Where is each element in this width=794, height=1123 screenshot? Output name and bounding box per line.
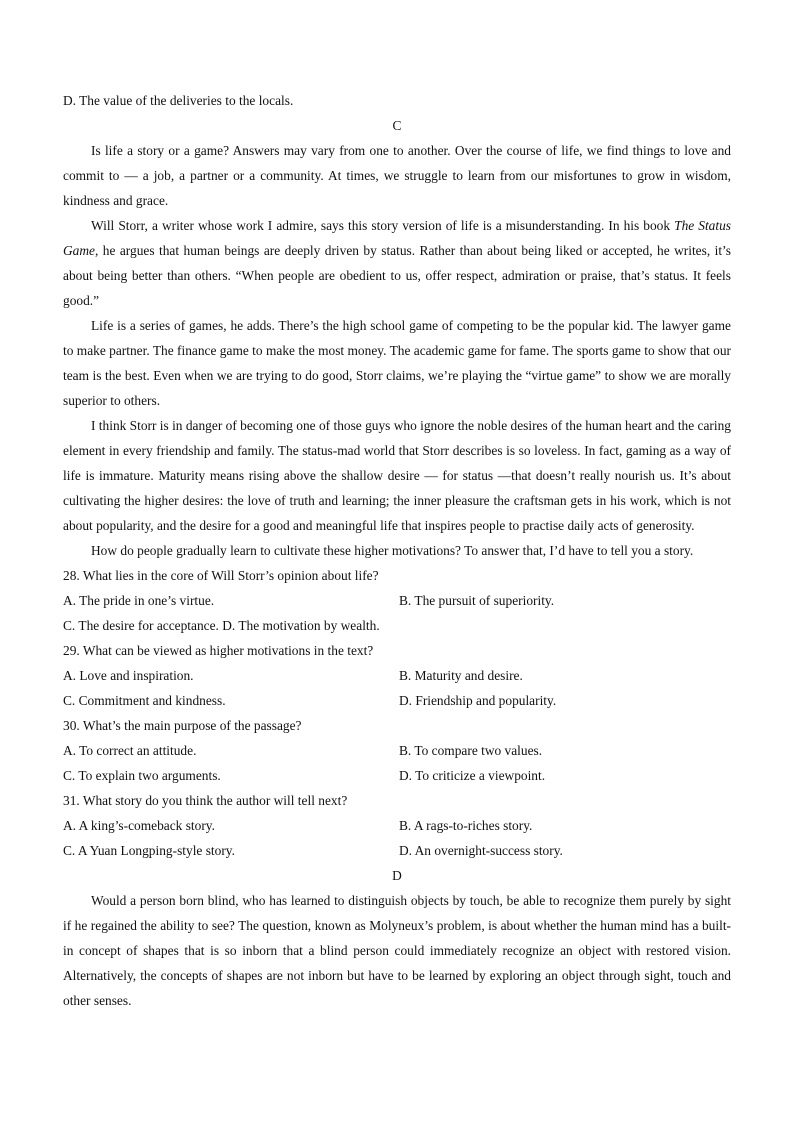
question-28-option-c-d: C. The desire for acceptance. D. The motivation by wealth. (63, 618, 380, 633)
question-31-option-c: C. A Yuan Longping-style story. (63, 843, 235, 858)
question-29-option-a: A. Love and inspiration. (63, 668, 194, 683)
section-d-heading: D (392, 868, 402, 883)
paragraph-2-rest: , he argues that human beings are deeply driven by status. Rather than about being liked or accepted, he writes, it’s about being better than others. “When people are obedient to us, offer respect, admiration or praise, that’s status. It feels good.” (63, 243, 731, 308)
paragraph-2-start: Will Storr, a writer whose work I admire, says this story version of life is a misunderstanding. In his book (91, 218, 675, 233)
question-30-options-row-1 (63, 738, 731, 763)
section-c-paragraph-4: I think Storr is in danger of becoming one of those guys who ignore the noble desires of the human heart and the caring element in every friendship and family. The status-mad world that Storr describes is so loveless. In fact, gaming as a way of life is immature. Maturity means rising above the shallow desire — for status —that doesn’t really nourish us. It’s about cultivating the higher desires: the love of truth and learning; the inner pleasure the craftsman gets in his work, which is not about popularity, and the desire for a good and meaningful life that inspires people to practise daily acts of generosity. (63, 418, 731, 533)
question-30-option-c: C. To explain two arguments. (63, 768, 221, 783)
question-30-options-row-2 (63, 763, 731, 788)
section-d-paragraph-1: Would a person born blind, who has learned to distinguish objects by touch, be able to recognize them purely by sight if he regained the ability to see? The question, known as Molyneux’s problem, is about whether the human mind has a built-in concept of shapes that is so inborn that a blind person could immediately recognize an object with restored vision. Alternatively, the concepts of shapes are not inborn but have to be learned by exploring an object through sight, touch and other senses. (63, 893, 731, 1008)
question-29-options-row-2 (63, 688, 731, 713)
document-page (63, 88, 731, 1013)
section-c-paragraph-2 (63, 213, 731, 313)
question-30-stem: 30. What’s the main purpose of the passage? (63, 718, 302, 733)
question-28-option-b: B. The pursuit of superiority. (399, 593, 555, 608)
question-31-option-a: A. A king’s-comeback story. (63, 818, 215, 833)
question-29-option-d: D. Friendship and popularity. (399, 693, 557, 708)
section-c-heading: C (392, 118, 402, 133)
question-28-options-row-1 (63, 588, 731, 613)
question-28-stem: 28. What lies in the core of Will Storr’s opinion about life? (63, 568, 379, 583)
question-29-stem: 29. What can be viewed as higher motivations in the text? (63, 643, 374, 658)
question-28-options-row-2 (63, 613, 731, 638)
question-31-option-d: D. An overnight-success story. (399, 843, 563, 858)
question-29-options-row-1 (63, 663, 731, 688)
section-c-paragraph-1: Is life a story or a game? Answers may vary from one to another. Over the course of life, we find things to love and commit to — a job, a partner or a community. At times, we struggle to learn from our misfortunes to grow in wisdom, kindness and grace. (63, 143, 731, 208)
question-31-options-row-2 (63, 838, 731, 863)
question-30-option-b: B. To compare two values. (399, 743, 543, 758)
question-28-option-a: A. The pride in one’s virtue. (63, 593, 215, 608)
question-31-options-row-1 (63, 813, 731, 838)
book-title: The Status Game (63, 218, 731, 258)
previous-option-d: D. The value of the deliveries to the locals. (63, 93, 294, 108)
question-31-stem: 31. What story do you think the author will tell next? (63, 793, 348, 808)
question-29-option-b: B. Maturity and desire. (399, 668, 523, 683)
section-c-paragraph-3: Life is a series of games, he adds. There’s the high school game of competing to be the popular kid. The lawyer game to make partner. The finance game to make the most money. The academic game for fame. The sports game to show that our team is the best. Even when we are trying to do good, Storr claims, we’re playing the “virtue game” to show we are morally superior to others. (63, 318, 731, 408)
question-30-option-d: D. To criticize a viewpoint. (399, 768, 546, 783)
section-c-paragraph-5: How do people gradually learn to cultivate these higher motivations? To answer that, I’d have to tell you a story. (91, 543, 694, 558)
question-30-option-a: A. To correct an attitude. (63, 743, 197, 758)
question-29-option-c: C. Commitment and kindness. (63, 693, 226, 708)
question-31-option-b: B. A rags-to-riches story. (399, 818, 533, 833)
